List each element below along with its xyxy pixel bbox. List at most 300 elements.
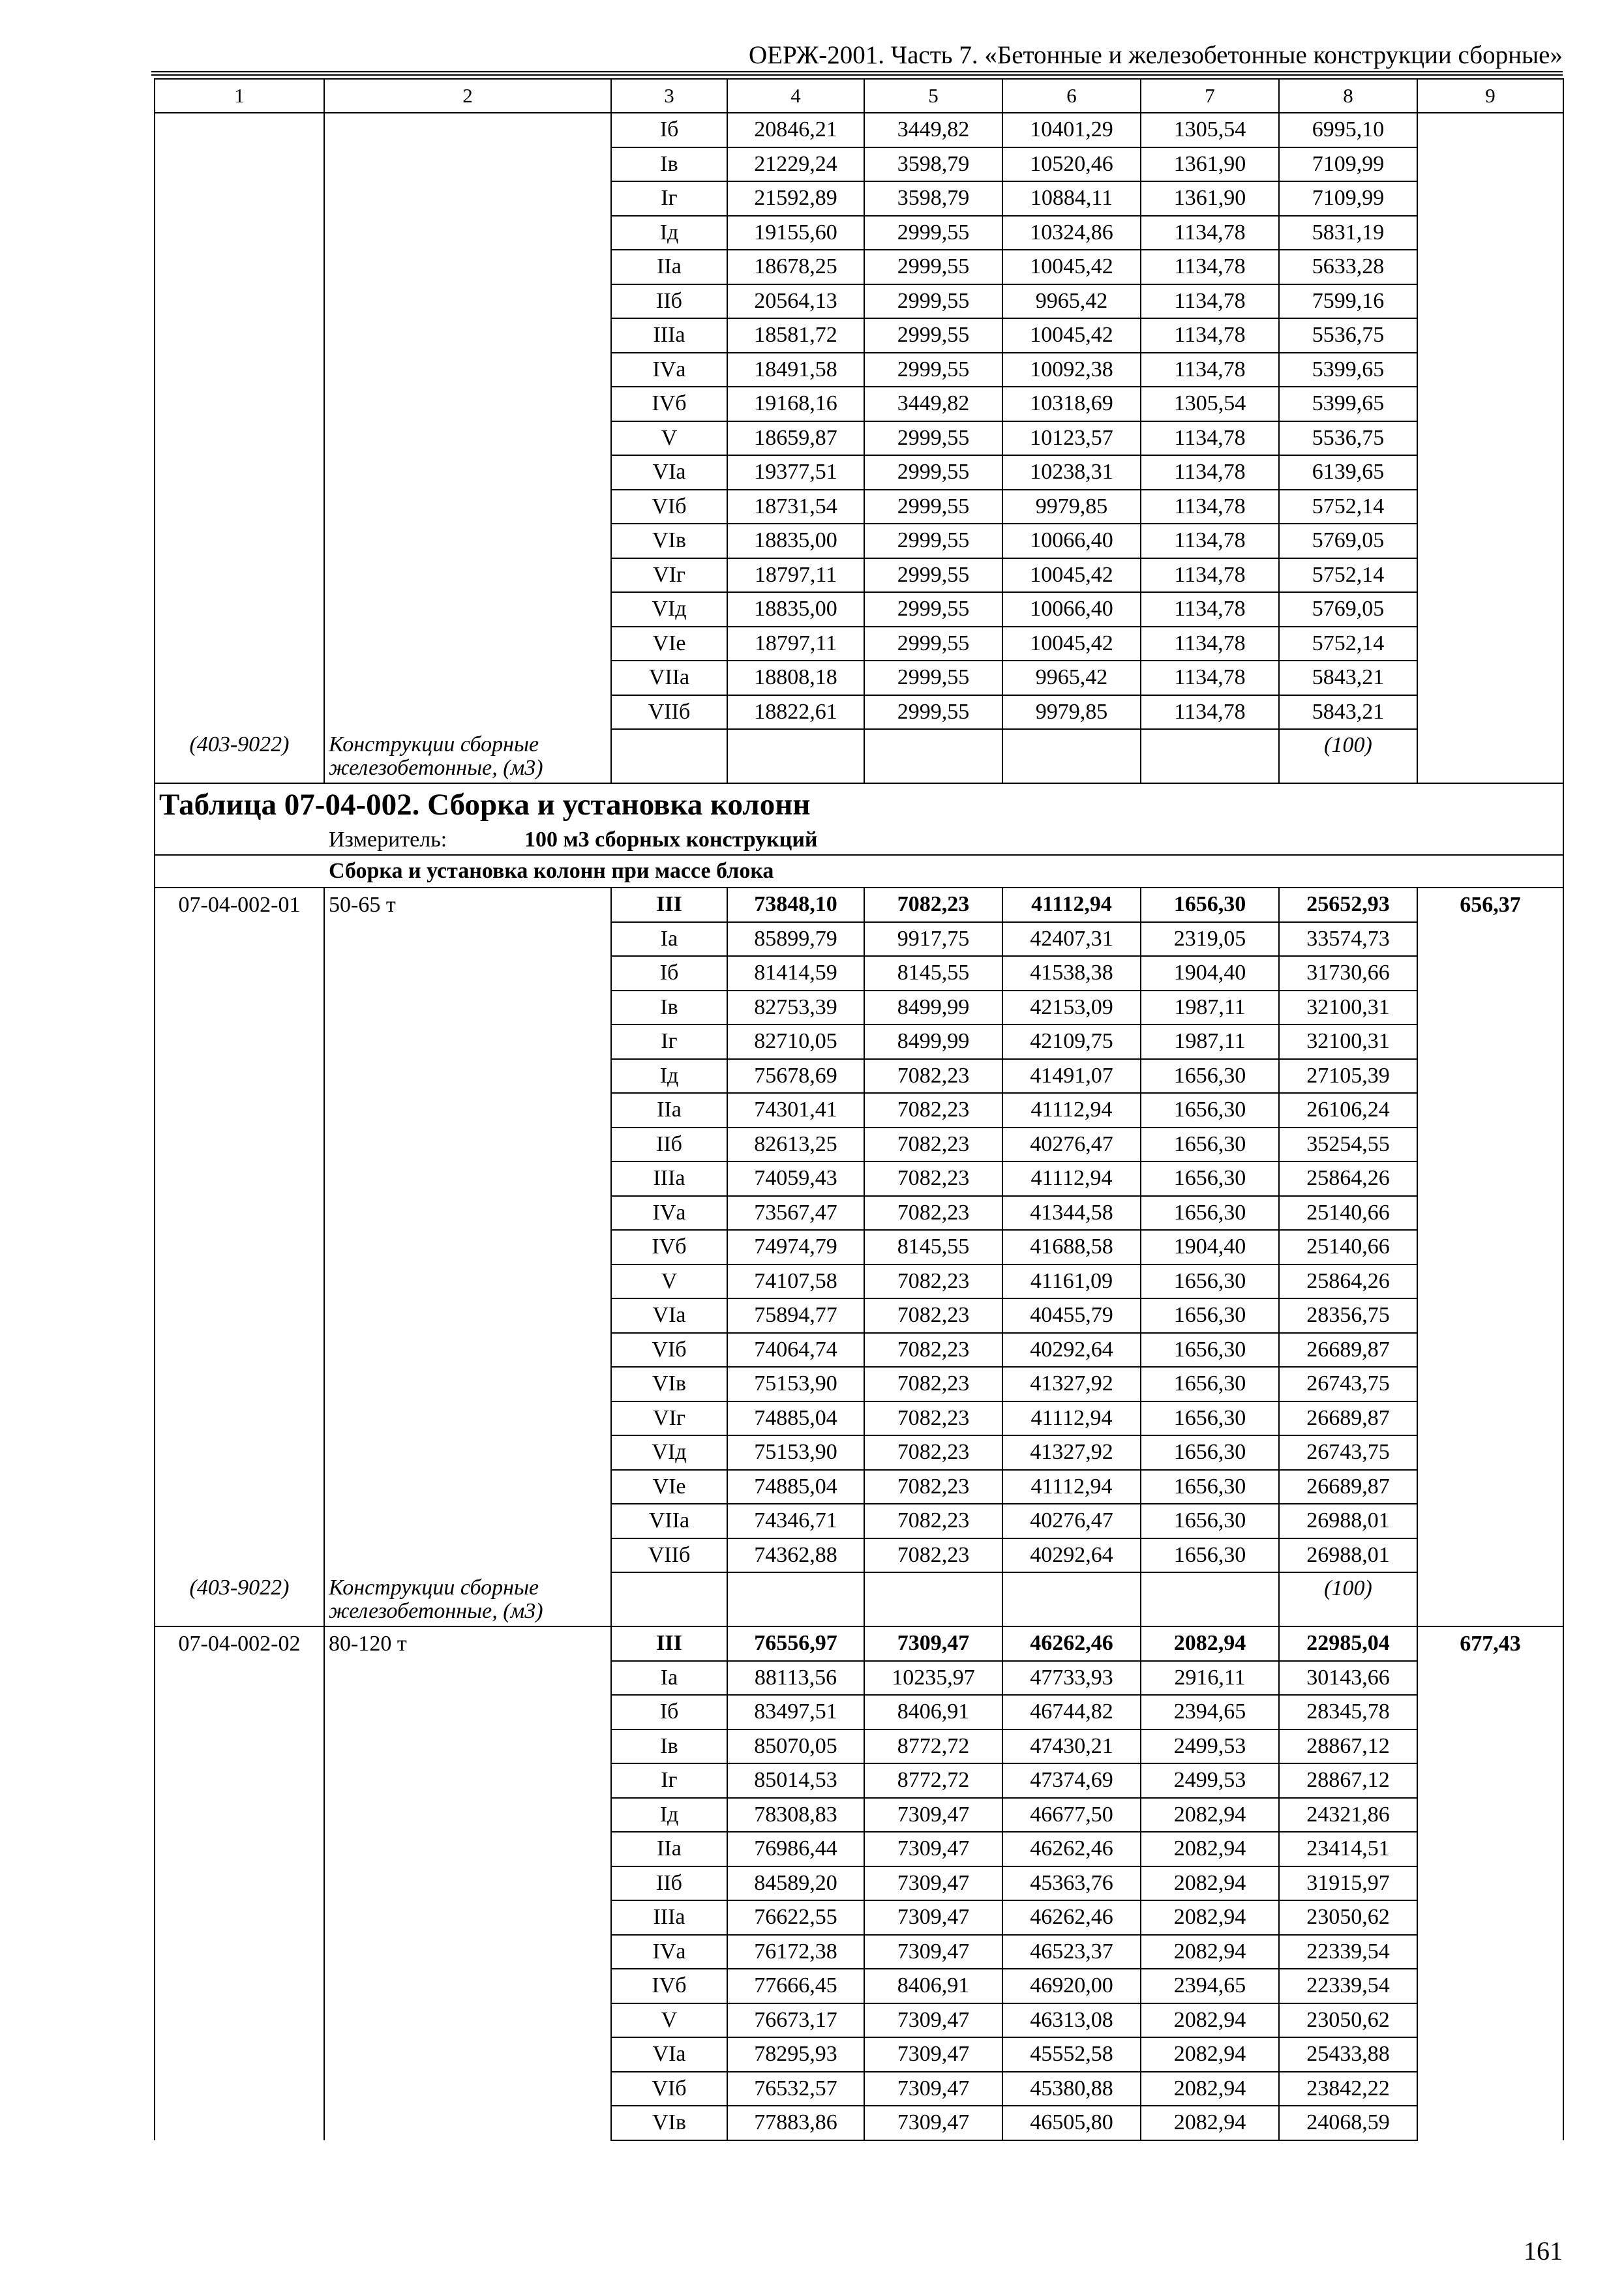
table-row [155, 922, 1563, 957]
work-name [324, 1504, 611, 1538]
machinist-wages-cell: 1656,30 [1141, 1264, 1279, 1299]
machines-cell: 41112,94 [1002, 1161, 1141, 1196]
subheading-row [155, 855, 1563, 888]
machinist-wages-cell: 1134,78 [1141, 524, 1279, 558]
rate-code [155, 991, 324, 1025]
materials-cell: 25864,26 [1279, 1264, 1417, 1299]
table-row [155, 1333, 1563, 1368]
materials-cell: 26689,87 [1279, 1333, 1417, 1368]
work-name [324, 1695, 611, 1729]
table-row [155, 1093, 1563, 1128]
total-cost-cell: 78308,83 [727, 1798, 864, 1833]
machines-cell: 40276,47 [1002, 1504, 1141, 1538]
rate-code [155, 661, 324, 695]
labor-hours [1417, 1298, 1563, 1333]
machines-cell: 46920,00 [1002, 1969, 1141, 2003]
labor-hours [1417, 455, 1563, 490]
work-name [324, 284, 611, 319]
resource-footer-row [155, 729, 1563, 783]
rate-code [155, 284, 324, 319]
resource-name: Конструкции сборные железобетонные, (м3) [324, 1572, 611, 1626]
materials-cell: 5752,14 [1279, 627, 1417, 661]
machines-cell: 10066,40 [1002, 592, 1141, 627]
materials-cell: 24068,59 [1279, 2106, 1417, 2140]
work-name [324, 1093, 611, 1128]
work-name [324, 2106, 611, 2140]
materials-cell: 31730,66 [1279, 956, 1417, 991]
labor-hours [1417, 421, 1563, 456]
column-number: 8 [1279, 79, 1417, 113]
machinist-wages-cell: 1134,78 [1141, 661, 1279, 695]
labor-hours [1417, 1832, 1563, 1866]
machines-cell: 10884,11 [1002, 181, 1141, 216]
total-cost-cell: 74346,71 [727, 1504, 864, 1538]
materials-cell: 5769,05 [1279, 592, 1417, 627]
machines-cell: 10520,46 [1002, 147, 1141, 182]
column-number-row [155, 79, 1563, 113]
table-row [155, 387, 1563, 421]
empty-cell [727, 1572, 864, 1626]
materials-cell: 25140,66 [1279, 1230, 1417, 1264]
table-row [155, 1729, 1563, 1764]
total-cost-cell: 18822,61 [727, 695, 864, 730]
machinist-wages-cell: 2394,65 [1141, 1695, 1279, 1729]
wages-cell: 7309,47 [864, 2106, 1002, 2140]
labor-hours [1417, 1059, 1563, 1094]
work-name [324, 592, 611, 627]
empty-cell [611, 1572, 727, 1626]
wages-cell: 7082,23 [864, 1538, 1002, 1573]
labor-hours [1417, 284, 1563, 319]
total-cost-cell: 73567,47 [727, 1196, 864, 1231]
work-name [324, 1059, 611, 1094]
region-zone-cell: Iд [611, 1798, 727, 1833]
work-name [324, 318, 611, 353]
wages-cell: 7309,47 [864, 1935, 1002, 1969]
total-cost-cell: 75894,77 [727, 1298, 864, 1333]
wages-cell: 7082,23 [864, 1128, 1002, 1162]
machinist-wages-cell: 1134,78 [1141, 250, 1279, 284]
table-row [155, 1196, 1563, 1231]
table-row [155, 1900, 1563, 1935]
total-cost-cell: 18731,54 [727, 490, 864, 524]
total-cost-cell: 19155,60 [727, 216, 864, 250]
table-row [155, 1969, 1563, 2003]
rate-code [155, 1401, 324, 1436]
running-header: ОЕРЖ-2001. Часть 7. «Бетонные и железобетонные конструкции сборные» [749, 41, 1563, 69]
labor-hours [1417, 181, 1563, 216]
total-cost-cell: 82753,39 [727, 991, 864, 1025]
region-zone-cell: VIв [611, 1367, 727, 1401]
machines-cell: 42109,75 [1002, 1025, 1141, 1059]
column-number: 7 [1141, 79, 1279, 113]
materials-cell: 5831,19 [1279, 216, 1417, 250]
labor-hours [1417, 147, 1563, 182]
labor-hours [1417, 922, 1563, 957]
materials-cell: 32100,31 [1279, 1025, 1417, 1059]
empty-cell [864, 729, 1002, 783]
machinist-wages-cell: 1656,30 [1141, 1196, 1279, 1231]
rate-code [155, 1935, 324, 1969]
machines-cell: 10066,40 [1002, 524, 1141, 558]
machines-cell: 46313,08 [1002, 2003, 1141, 2038]
wages-cell: 2999,55 [864, 421, 1002, 456]
empty-cell [1002, 1572, 1141, 1626]
machinist-wages-cell: 1134,78 [1141, 421, 1279, 456]
region-zone-cell: III [611, 1626, 727, 1661]
labor-hours [1417, 490, 1563, 524]
wages-cell: 7082,23 [864, 1264, 1002, 1299]
work-name [324, 421, 611, 456]
rate-code [155, 1661, 324, 1696]
total-cost-cell: 77666,45 [727, 1969, 864, 2003]
work-name [324, 1935, 611, 1969]
table-row [155, 1866, 1563, 1901]
machinist-wages-cell: 1987,11 [1141, 991, 1279, 1025]
wages-cell: 8772,72 [864, 1729, 1002, 1764]
wages-cell: 7082,23 [864, 1298, 1002, 1333]
work-name [324, 1161, 611, 1196]
table-row [155, 113, 1563, 147]
machines-cell: 47374,69 [1002, 1763, 1141, 1798]
work-name [324, 661, 611, 695]
region-zone-cell: IIб [611, 284, 727, 319]
subheading: Сборка и установка колонн при массе блока [329, 859, 774, 883]
rate-code [155, 1832, 324, 1866]
empty-cell [611, 729, 727, 783]
labor-hours [1417, 318, 1563, 353]
materials-cell: 7109,99 [1279, 181, 1417, 216]
total-cost-cell: 74059,43 [727, 1161, 864, 1196]
labor-hours [1417, 2037, 1563, 2072]
wages-cell: 2999,55 [864, 216, 1002, 250]
work-name: 80-120 т [324, 1626, 611, 1661]
region-zone-cell: III [611, 888, 727, 922]
total-cost-cell: 18678,25 [727, 250, 864, 284]
total-cost-cell: 82613,25 [727, 1128, 864, 1162]
rate-code [155, 353, 324, 387]
wages-cell: 2999,55 [864, 353, 1002, 387]
rate-code [155, 1969, 324, 2003]
subheading-cell [155, 855, 1563, 888]
header-rule [151, 71, 1563, 76]
materials-cell: 28356,75 [1279, 1298, 1417, 1333]
machines-cell: 45363,76 [1002, 1866, 1141, 1901]
table-row [155, 524, 1563, 558]
machines-cell: 10045,42 [1002, 627, 1141, 661]
machinist-wages-cell: 1134,78 [1141, 284, 1279, 319]
table-row [155, 1059, 1563, 1094]
rate-code [155, 1538, 324, 1573]
table-row [155, 1264, 1563, 1299]
region-zone-cell: Iв [611, 147, 727, 182]
materials-cell: 6139,65 [1279, 455, 1417, 490]
materials-cell: 32100,31 [1279, 991, 1417, 1025]
machines-cell: 9979,85 [1002, 490, 1141, 524]
table-row [155, 284, 1563, 319]
rate-code [155, 627, 324, 661]
labor-hours [1417, 2003, 1563, 2038]
machines-cell: 45380,88 [1002, 2072, 1141, 2106]
region-zone-cell: V [611, 1264, 727, 1299]
region-zone-cell: VIа [611, 455, 727, 490]
materials-cell: 25652,93 [1279, 888, 1417, 922]
total-cost-cell: 74974,79 [727, 1230, 864, 1264]
table-row [155, 455, 1563, 490]
empty-cell [1002, 729, 1141, 783]
wages-cell: 7082,23 [864, 1504, 1002, 1538]
rate-code [155, 2072, 324, 2106]
work-name [324, 1969, 611, 2003]
empty-cell [727, 729, 864, 783]
wages-cell: 2999,55 [864, 284, 1002, 319]
region-zone-cell: VIд [611, 592, 727, 627]
machinist-wages-cell: 1305,54 [1141, 387, 1279, 421]
wages-cell: 8145,55 [864, 956, 1002, 991]
table-row [155, 661, 1563, 695]
rate-code [155, 387, 324, 421]
column-number: 9 [1417, 79, 1563, 113]
wages-cell: 7309,47 [864, 1900, 1002, 1935]
table-row [155, 991, 1563, 1025]
region-zone-cell: VIIа [611, 661, 727, 695]
labor-hours [1417, 1196, 1563, 1231]
total-cost-cell: 76622,55 [727, 1900, 864, 1935]
work-name [324, 1196, 611, 1231]
materials-cell: 7599,16 [1279, 284, 1417, 319]
machines-cell: 41688,58 [1002, 1230, 1141, 1264]
machines-cell: 10401,29 [1002, 113, 1141, 147]
work-name [324, 1866, 611, 1901]
total-cost-cell: 74301,41 [727, 1093, 864, 1128]
rate-code [155, 1504, 324, 1538]
table-row [155, 888, 1563, 922]
materials-cell: 5399,65 [1279, 353, 1417, 387]
wages-cell: 2999,55 [864, 318, 1002, 353]
table-row [155, 1025, 1563, 1059]
machines-cell: 10238,31 [1002, 455, 1141, 490]
table-row [155, 1435, 1563, 1470]
work-name [324, 1538, 611, 1573]
total-cost-cell: 83497,51 [727, 1695, 864, 1729]
labor-hours: 677,43 [1417, 1626, 1563, 1661]
empty-cell [1141, 729, 1279, 783]
materials-cell: 23050,62 [1279, 2003, 1417, 2038]
wages-cell: 7309,47 [864, 1866, 1002, 1901]
wages-cell: 8499,99 [864, 991, 1002, 1025]
work-name: 50-65 т [324, 888, 611, 922]
machinist-wages-cell: 1656,30 [1141, 1401, 1279, 1436]
labor-hours [1417, 1729, 1563, 1764]
machines-cell: 46262,46 [1002, 1900, 1141, 1935]
materials-cell: 5536,75 [1279, 421, 1417, 456]
total-cost-cell: 85014,53 [727, 1763, 864, 1798]
machines-cell: 46262,46 [1002, 1832, 1141, 1866]
labor-hours [1417, 1661, 1563, 1696]
labor-hours [1417, 387, 1563, 421]
table-row [155, 216, 1563, 250]
region-zone-cell: VIа [611, 2037, 727, 2072]
machinist-wages-cell: 1987,11 [1141, 1025, 1279, 1059]
work-name [324, 956, 611, 991]
labor-hours [1417, 558, 1563, 593]
labor-hours [1417, 1401, 1563, 1436]
machines-cell: 46505,80 [1002, 2106, 1141, 2140]
machinist-wages-cell: 1656,30 [1141, 888, 1279, 922]
column-number: 1 [155, 79, 324, 113]
total-cost-cell: 19168,16 [727, 387, 864, 421]
total-cost-cell: 18835,00 [727, 592, 864, 627]
total-cost-cell: 75678,69 [727, 1059, 864, 1094]
machinist-wages-cell: 1656,30 [1141, 1298, 1279, 1333]
region-zone-cell: Iа [611, 922, 727, 957]
machinist-wages-cell: 1904,40 [1141, 1230, 1279, 1264]
wages-cell: 7082,23 [864, 888, 1002, 922]
table-row [155, 1661, 1563, 1696]
labor-hours [1417, 1695, 1563, 1729]
work-name [324, 250, 611, 284]
table-row [155, 1298, 1563, 1333]
labor-hours [1417, 1470, 1563, 1504]
machinist-wages-cell: 1134,78 [1141, 318, 1279, 353]
machines-cell: 9965,42 [1002, 284, 1141, 319]
materials-cell: 25140,66 [1279, 1196, 1417, 1231]
table-row [155, 1538, 1563, 1573]
region-zone-cell: V [611, 421, 727, 456]
labor-hours [1417, 695, 1563, 730]
table-row [155, 147, 1563, 182]
machines-cell: 40455,79 [1002, 1298, 1141, 1333]
labor-hours [1417, 250, 1563, 284]
total-cost-cell: 77883,86 [727, 2106, 864, 2140]
machines-cell: 46677,50 [1002, 1798, 1141, 1833]
work-name [324, 922, 611, 957]
work-name [324, 353, 611, 387]
machinist-wages-cell: 1656,30 [1141, 1059, 1279, 1094]
machines-cell: 10045,42 [1002, 558, 1141, 593]
rate-code [155, 956, 324, 991]
machines-cell: 10318,69 [1002, 387, 1141, 421]
materials-cell: 5536,75 [1279, 318, 1417, 353]
machinist-wages-cell: 2394,65 [1141, 1969, 1279, 2003]
machinist-wages-cell: 1656,30 [1141, 1538, 1279, 1573]
machinist-wages-cell: 1656,30 [1141, 1161, 1279, 1196]
wages-cell: 7309,47 [864, 1798, 1002, 1833]
table-title-row [155, 783, 1563, 826]
measure-row [155, 826, 1563, 855]
materials-cell: 35254,55 [1279, 1128, 1417, 1162]
rate-code [155, 2106, 324, 2140]
materials-cell: 23050,62 [1279, 1900, 1417, 1935]
work-name [324, 1298, 611, 1333]
rate-code [155, 2037, 324, 2072]
region-zone-cell: VIд [611, 1435, 727, 1470]
table-row [155, 956, 1563, 991]
total-cost-cell: 18797,11 [727, 558, 864, 593]
column-number: 2 [324, 79, 611, 113]
machines-cell: 41491,07 [1002, 1059, 1141, 1094]
labor-hours [1417, 1025, 1563, 1059]
rate-code [155, 1161, 324, 1196]
region-zone-cell: IVб [611, 1230, 727, 1264]
table-row [155, 627, 1563, 661]
labor-hours: 656,37 [1417, 888, 1563, 922]
wages-cell: 7082,23 [864, 1401, 1002, 1436]
region-zone-cell: Iб [611, 1695, 727, 1729]
total-cost-cell: 21592,89 [727, 181, 864, 216]
machinist-wages-cell: 1656,30 [1141, 1093, 1279, 1128]
table-row [155, 490, 1563, 524]
work-name [324, 1025, 611, 1059]
labor-hours [1417, 956, 1563, 991]
region-zone-cell: Iг [611, 1025, 727, 1059]
rate-code [155, 318, 324, 353]
column-number: 6 [1002, 79, 1141, 113]
total-cost-cell: 78295,93 [727, 2037, 864, 2072]
resource-code: (403-9022) [155, 729, 324, 783]
region-zone-cell: VIIб [611, 695, 727, 730]
region-zone-cell: IVа [611, 1935, 727, 1969]
measure-label: Измеритель: [329, 828, 447, 852]
materials-cell: 22339,54 [1279, 1969, 1417, 2003]
labor-hours [1417, 524, 1563, 558]
work-name [324, 991, 611, 1025]
region-zone-cell: IIа [611, 1093, 727, 1128]
wages-cell: 7309,47 [864, 1832, 1002, 1866]
machines-cell: 40292,64 [1002, 1333, 1141, 1368]
wages-cell: 3598,79 [864, 147, 1002, 182]
materials-cell: 25864,26 [1279, 1161, 1417, 1196]
labor-hours [1417, 1230, 1563, 1264]
work-name [324, 1435, 611, 1470]
machinist-wages-cell: 1361,90 [1141, 181, 1279, 216]
materials-cell: 26689,87 [1279, 1470, 1417, 1504]
total-cost-cell: 88113,56 [727, 1661, 864, 1696]
total-cost-cell: 85070,05 [727, 1729, 864, 1764]
region-zone-cell: Iб [611, 113, 727, 147]
materials-cell: 24321,86 [1279, 1798, 1417, 1833]
resource-qty: (100) [1279, 729, 1417, 783]
region-zone-cell: IVа [611, 353, 727, 387]
machines-cell: 41327,92 [1002, 1435, 1141, 1470]
work-name [324, 1832, 611, 1866]
wages-cell: 7082,23 [864, 1093, 1002, 1128]
wages-cell: 7082,23 [864, 1435, 1002, 1470]
materials-cell: 22339,54 [1279, 1935, 1417, 1969]
total-cost-cell: 18808,18 [727, 661, 864, 695]
region-zone-cell: VIв [611, 524, 727, 558]
machines-cell: 41112,94 [1002, 888, 1141, 922]
materials-cell: 30143,66 [1279, 1661, 1417, 1696]
column-number: 4 [727, 79, 864, 113]
work-name [324, 1367, 611, 1401]
rate-code [155, 695, 324, 730]
materials-cell: 22985,04 [1279, 1626, 1417, 1661]
machinist-wages-cell: 1904,40 [1141, 956, 1279, 991]
region-zone-cell: Iв [611, 1729, 727, 1764]
labor-hours [1417, 592, 1563, 627]
machinist-wages-cell: 1134,78 [1141, 695, 1279, 730]
region-zone-cell: VIа [611, 1298, 727, 1333]
wages-cell: 2999,55 [864, 455, 1002, 490]
total-cost-cell: 85899,79 [727, 922, 864, 957]
wages-cell: 7082,23 [864, 1333, 1002, 1368]
table-row [155, 1763, 1563, 1798]
materials-cell: 26743,75 [1279, 1367, 1417, 1401]
resource-qty: (100) [1279, 1572, 1417, 1626]
rate-code [155, 1230, 324, 1264]
materials-cell: 7109,99 [1279, 147, 1417, 182]
